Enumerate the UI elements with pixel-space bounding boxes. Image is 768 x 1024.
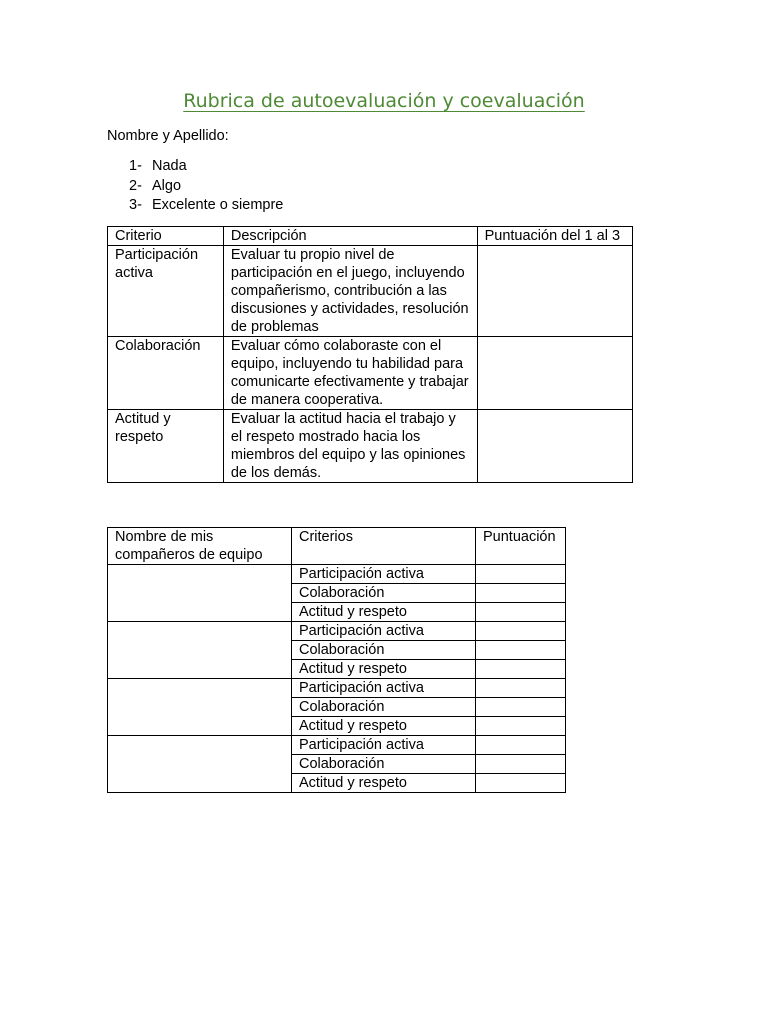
descripcion-cell: Evaluar la actitud hacia el trabajo y el respeto mostrado hacia los miembros del equipo y las opiniones de los demás. [223,410,477,483]
table-row [108,565,566,584]
table-row [108,679,566,698]
page-title: Rubrica de autoevaluación y coevaluación [183,90,585,112]
criterio-cell: Colaboración [291,641,475,660]
criterio-cell: Participación activa [291,736,475,755]
teammate-name-cell[interactable] [108,565,292,622]
scale-number: 1- [129,158,142,174]
scale-number: 3- [129,197,142,213]
table-row [108,410,633,483]
puntuacion-cell[interactable] [476,774,566,793]
puntuacion-cell[interactable] [476,603,566,622]
table-row [108,736,566,755]
criterio-cell: Actitud y respeto [291,717,475,736]
criterio-cell: Colaboración [291,755,475,774]
criterio-cell: Participación activa [108,246,224,337]
descripcion-cell: Evaluar cómo colaboraste con el equipo, incluyendo tu habilidad para comunicarte efectivamente y trabajar de manera cooperativa. [223,337,477,410]
teammate-name-cell[interactable] [108,622,292,679]
criterio-cell: Actitud y respeto [291,774,475,793]
criterio-cell: Colaboración [291,584,475,603]
puntuacion-cell[interactable] [476,641,566,660]
puntuacion-cell[interactable] [476,565,566,584]
rubric-table [107,226,633,483]
teammate-name-cell[interactable] [108,679,292,736]
scale-number: 2- [129,177,142,194]
name-label: Nombre y Apellido: [107,128,229,144]
scale-list [129,157,283,216]
criterio-cell: Participación activa [291,565,475,584]
puntuacion-cell[interactable] [477,246,632,337]
table-row [108,337,633,410]
header-puntuacion: Puntuación [476,528,566,565]
table-row [108,622,566,641]
puntuacion-cell[interactable] [476,679,566,698]
puntuacion-cell[interactable] [476,698,566,717]
criterio-cell: Actitud y respeto [291,603,475,622]
table-header-row [108,227,633,246]
header-nombre: Nombre de mis compañeros de equipo [108,528,292,565]
scale-item [129,157,283,177]
criterio-cell: Participación activa [291,622,475,641]
teammate-name-cell[interactable] [108,736,292,793]
table-row [108,246,633,337]
puntuacion-cell[interactable] [476,755,566,774]
puntuacion-cell[interactable] [476,717,566,736]
scale-label: Algo [152,177,182,194]
puntuacion-cell[interactable] [476,584,566,603]
header-criterio: Criterio [108,227,224,246]
criterio-cell: Colaboración [108,337,224,410]
header-puntuacion: Puntuación del 1 al 3 [477,227,632,246]
scale-label: Excelente o siempre [152,197,284,213]
scale-item [129,177,283,197]
descripcion-cell: Evaluar tu propio nivel de participación en el juego, incluyendo compañerismo, contribución a las discusiones y actividades, resolución de problemas [223,246,477,337]
header-descripcion: Descripción [223,227,477,246]
criterio-cell: Actitud y respeto [108,410,224,483]
puntuacion-cell[interactable] [476,736,566,755]
puntuacion-cell[interactable] [476,622,566,641]
criterio-cell: Participación activa [291,679,475,698]
puntuacion-cell[interactable] [477,410,632,483]
table-header-row [108,528,566,565]
criterio-cell: Actitud y respeto [291,660,475,679]
scale-label: Nada [152,158,187,174]
puntuacion-cell[interactable] [477,337,632,410]
header-criterios: Criterios [291,528,475,565]
criterio-cell: Colaboración [291,698,475,717]
puntuacion-cell[interactable] [476,660,566,679]
peer-evaluation-table [107,527,566,793]
scale-item [129,196,283,216]
